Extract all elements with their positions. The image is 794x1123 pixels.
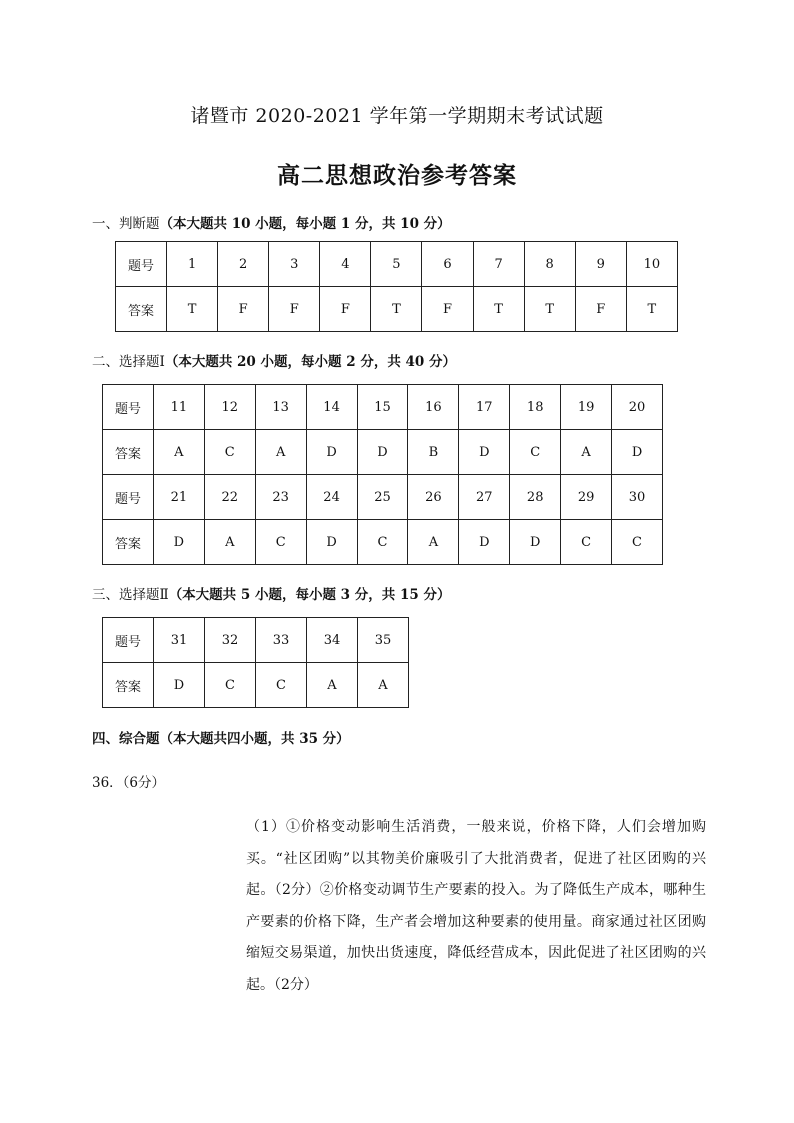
question-number-cell: 14 bbox=[306, 385, 357, 430]
answer-row bbox=[116, 287, 678, 332]
answer-cell: C bbox=[510, 430, 561, 475]
section-2-heading bbox=[92, 350, 456, 370]
question-number-row bbox=[103, 618, 409, 663]
answer-cell: C bbox=[357, 520, 408, 565]
question-number-cell: 31 bbox=[154, 618, 205, 663]
question-number-cell: 12 bbox=[204, 385, 255, 430]
question-number-cell: 7 bbox=[473, 242, 524, 287]
question-number-cell: 21 bbox=[153, 475, 204, 520]
answer-cell: C bbox=[205, 663, 256, 708]
section-4-heading bbox=[92, 727, 350, 747]
question-number-cell: 25 bbox=[357, 475, 408, 520]
answer-key-title: 高二思想政治参考答案 bbox=[277, 162, 517, 189]
question-number-cell: 32 bbox=[205, 618, 256, 663]
multiple-choice-1-answer-table bbox=[102, 384, 663, 565]
answer-cell: D bbox=[459, 430, 510, 475]
true-false-answer-table bbox=[115, 241, 678, 332]
question-number-cell: 35 bbox=[358, 618, 409, 663]
section-3-label: 三、选择题Ⅱ bbox=[92, 587, 169, 603]
question-number-cell: 27 bbox=[459, 475, 510, 520]
row-header-cell: 题号 bbox=[103, 618, 154, 663]
answer-cell: A bbox=[358, 663, 409, 708]
question-number-cell: 23 bbox=[255, 475, 306, 520]
question-number-cell: 8 bbox=[524, 242, 575, 287]
answer-cell: D bbox=[306, 520, 357, 565]
question-number-cell: 34 bbox=[307, 618, 358, 663]
question-number-cell: 22 bbox=[204, 475, 255, 520]
question-number-cell: 1 bbox=[167, 242, 218, 287]
question-number-cell: 30 bbox=[612, 475, 663, 520]
row-header-cell: 题号 bbox=[103, 385, 154, 430]
section-2-label: 二、选择题Ⅰ bbox=[92, 354, 165, 370]
answer-cell: A bbox=[204, 520, 255, 565]
question-number-cell: 17 bbox=[459, 385, 510, 430]
question-number-cell: 2 bbox=[218, 242, 269, 287]
question-36-label: 36．（6分） bbox=[92, 775, 166, 791]
question-number-cell: 13 bbox=[255, 385, 306, 430]
answer-cell: D bbox=[153, 520, 204, 565]
answer-cell: T bbox=[626, 287, 677, 332]
question-number-cell: 5 bbox=[371, 242, 422, 287]
answer-cell: T bbox=[167, 287, 218, 332]
row-header-cell: 题号 bbox=[116, 242, 167, 287]
exam-title: 诸暨市 2020-2021 学年第一学期期末考试试题 bbox=[190, 105, 604, 127]
answer-cell: F bbox=[218, 287, 269, 332]
answer-cell: F bbox=[422, 287, 473, 332]
section-3-heading bbox=[92, 583, 450, 603]
question-number-cell: 11 bbox=[153, 385, 204, 430]
answer-cell: T bbox=[473, 287, 524, 332]
answer-cell: A bbox=[408, 520, 459, 565]
question-number-row bbox=[103, 475, 663, 520]
section-1-note: （本大题共 10 小题，每小题 1 分，共 10 分） bbox=[159, 216, 451, 232]
question-number-cell: 15 bbox=[357, 385, 408, 430]
answer-cell: D bbox=[510, 520, 561, 565]
question-number-cell: 16 bbox=[408, 385, 459, 430]
question-number-cell: 4 bbox=[320, 242, 371, 287]
answer-row bbox=[103, 520, 663, 565]
question-number-cell: 18 bbox=[510, 385, 561, 430]
section-3-note: （本大题共 5 小题，每小题 3 分，共 15 分） bbox=[168, 587, 451, 603]
question-number-cell: 26 bbox=[408, 475, 459, 520]
answer-cell: A bbox=[255, 430, 306, 475]
question-number-cell: 9 bbox=[575, 242, 626, 287]
answer-cell: C bbox=[561, 520, 612, 565]
answer-cell: F bbox=[320, 287, 371, 332]
answer-cell: B bbox=[408, 430, 459, 475]
question-number-cell: 10 bbox=[626, 242, 677, 287]
answer-cell: C bbox=[256, 663, 307, 708]
answer-cell: T bbox=[371, 287, 422, 332]
answer-cell: D bbox=[306, 430, 357, 475]
row-header-cell: 答案 bbox=[116, 287, 167, 332]
question-number-cell: 3 bbox=[269, 242, 320, 287]
answer-cell: F bbox=[269, 287, 320, 332]
answer-cell: D bbox=[612, 430, 663, 475]
question-number-cell: 19 bbox=[561, 385, 612, 430]
row-header-cell: 题号 bbox=[103, 475, 154, 520]
question-number-cell: 20 bbox=[612, 385, 663, 430]
answer-cell: C bbox=[255, 520, 306, 565]
row-header-cell: 答案 bbox=[103, 663, 154, 708]
row-header-cell: 答案 bbox=[103, 430, 154, 475]
section-1-heading bbox=[92, 212, 451, 232]
question-number-cell: 33 bbox=[256, 618, 307, 663]
answer-cell: T bbox=[524, 287, 575, 332]
question-number-cell: 29 bbox=[561, 475, 612, 520]
question-number-cell: 28 bbox=[510, 475, 561, 520]
answer-cell: C bbox=[612, 520, 663, 565]
section-2-note: （本大题共 20 小题，每小题 2 分，共 40 分） bbox=[164, 354, 457, 370]
answer-cell: A bbox=[153, 430, 204, 475]
answer-cell: D bbox=[154, 663, 205, 708]
answer-row bbox=[103, 430, 663, 475]
section-4-label: 四、综合题 bbox=[92, 731, 160, 747]
section-1-label: 一、判断题 bbox=[92, 216, 160, 232]
row-header-cell: 答案 bbox=[103, 520, 154, 565]
answer-row bbox=[103, 663, 409, 708]
answer-cell: D bbox=[459, 520, 510, 565]
multiple-choice-2-answer-table bbox=[102, 617, 409, 708]
answer-cell: D bbox=[357, 430, 408, 475]
answer-cell: A bbox=[307, 663, 358, 708]
answer-cell: F bbox=[575, 287, 626, 332]
question-number-row bbox=[116, 242, 678, 287]
question-number-row bbox=[103, 385, 663, 430]
answer-cell: C bbox=[204, 430, 255, 475]
question-36-answer: （1）①价格变动影响生活消费，一般来说，价格下降，人们会增加购买。“社区团购”以其物美价廉吸引了大批消费者，促进了社区团购的兴起。（2分）②价格变动调节生产要素的投入。为了降低生产成本，哪种生产要素的价格下降，生产者会增加这种要素的使用量。商家通过社区团购缩短交易渠道，加快出货速度，降低经营成本，因此促进了社区团购的兴起。（2分） bbox=[246, 819, 706, 993]
question-number-cell: 24 bbox=[306, 475, 357, 520]
question-number-cell: 6 bbox=[422, 242, 473, 287]
answer-cell: A bbox=[561, 430, 612, 475]
section-4-note: （本大题共四小题，共 35 分） bbox=[159, 731, 350, 747]
